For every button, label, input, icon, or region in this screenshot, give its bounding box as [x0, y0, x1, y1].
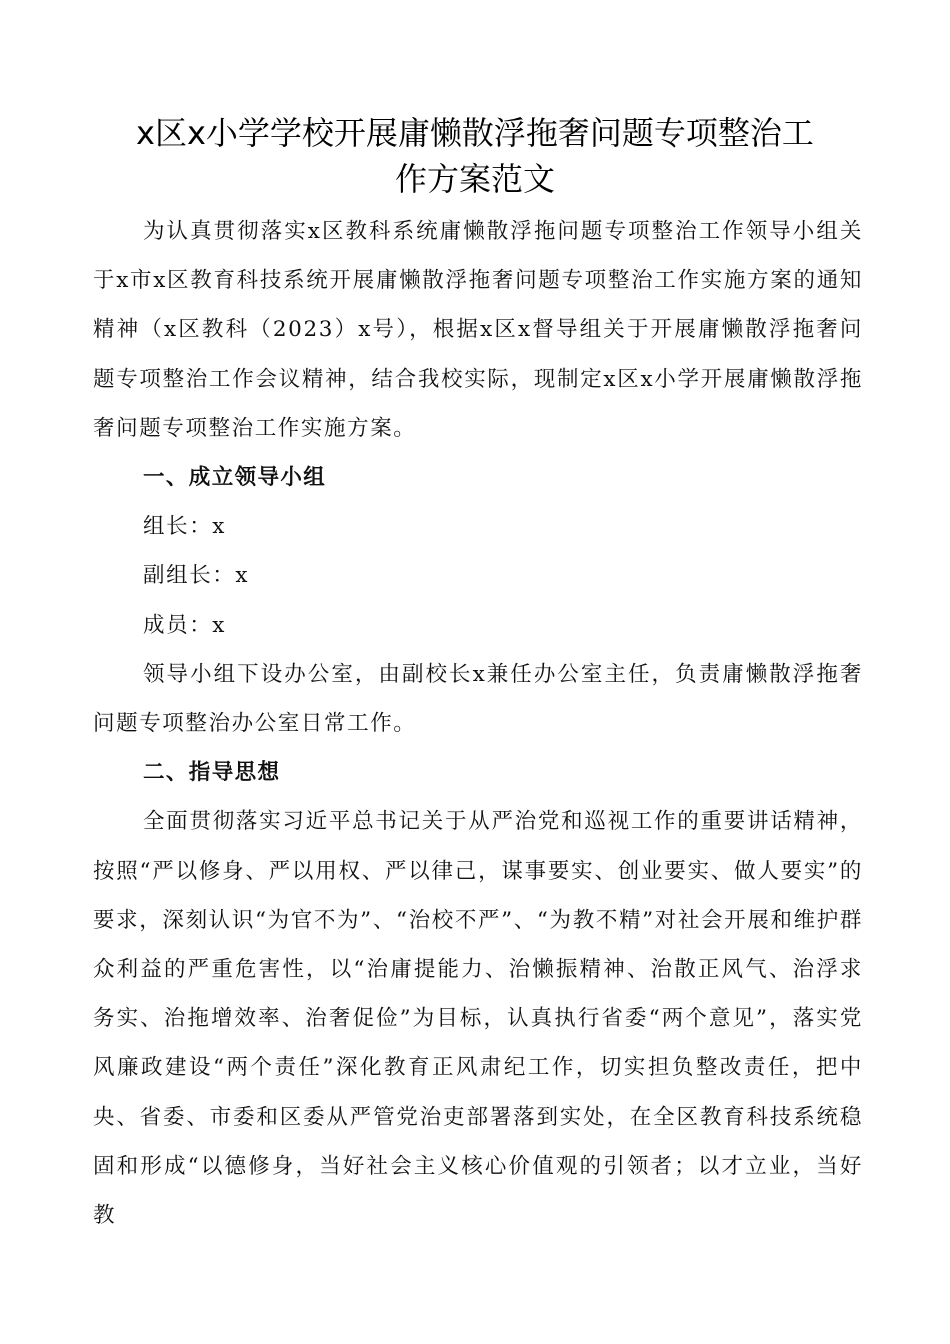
members-line: 成员：x: [143, 612, 227, 638]
document-body: [93, 207, 863, 1240]
deputy-leader-line: 副组长：x: [143, 563, 250, 589]
section-heading-guiding-ideology: 二、指导思想: [143, 760, 281, 786]
guiding-ideology-paragraph: 全面贯彻落实习近平总书记关于从严治党和巡视工作的重要讲话精神，按照“严以修身、严以用权、严以律己，谋事要实、创业要实、做人要实”的要求，深刻认识“为官不为”、“治校不严”、“为教不精”对社会开展和维护群众利益的严重危害性，以“治庸提能力、治懒振精神、治散正风气、治浮求务实、治拖增效率、治奢促俭”为目标，认真执行省委“两个意见”，落实党风廉政建设“两个责任”深化教育正风肃纪工作，切实担负整改责任，把中央、省委、市委和区委从严管党治吏部署落到实处，在全区教育科技系统稳固和形成“以德修身，当好社会主义核心价值观的引领者；以才立业，当好教: [93, 809, 863, 1229]
intro-paragraph: 为认真贯彻落实x区教科系统庸懒散浮拖问题专项整治工作领导小组关于x市x区教育科技系统开展庸懒散浮拖奢问题专项整治工作实施方案的通知精神（x区教科（2023）x号），根据x区x督导组关于开展庸懒散浮拖奢问题专项整治工作会议精神，结合我校实际，现制定x区x小学开展庸懒散浮拖奢问题专项整治工作实施方案。: [93, 219, 863, 441]
title-line-2: 作方案范文: [394, 160, 555, 198]
title-line-1: x区x小学学校开展庸懒散浮拖奢问题专项整治工: [136, 114, 814, 152]
section-heading-leadership-group: 一、成立领导小组: [143, 465, 327, 491]
office-paragraph: 领导小组下设办公室，由副校长x兼任办公室主任，负责庸懒散浮拖奢问题专项整治办公室日常工作。: [93, 661, 863, 737]
group-leader-line: 组长：x: [143, 514, 227, 540]
document-title: [60, 110, 890, 202]
